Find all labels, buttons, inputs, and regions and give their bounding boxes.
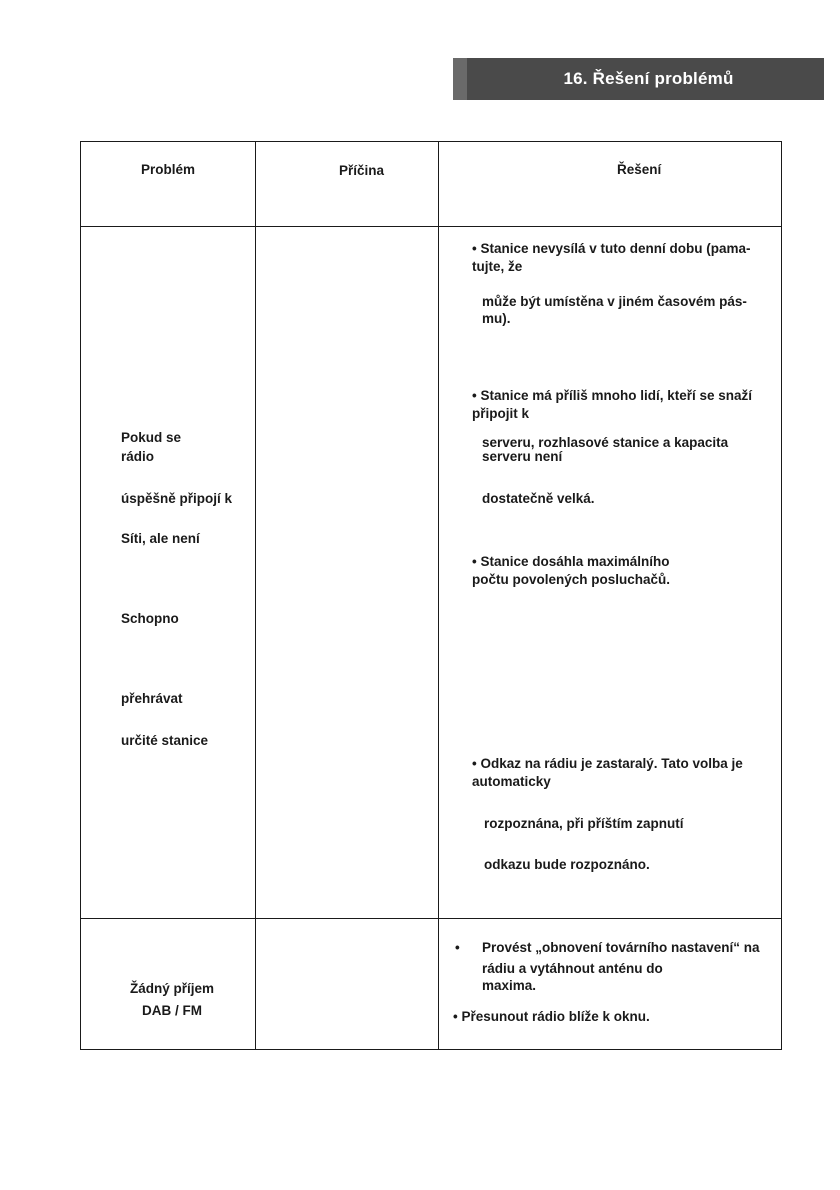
solution-text-line: serveru není — [482, 449, 563, 464]
solution-text-line: rádiu a vytáhnout anténu do — [482, 961, 663, 976]
problem-text-line: DAB / FM — [142, 1003, 202, 1018]
solution-text-line: serveru, rozhlasové stanice a kapacita — [482, 435, 729, 450]
solution-text-line: tujte, že — [472, 259, 523, 274]
problem-text-line: Žádný příjem — [130, 981, 215, 996]
bullet-marker: • — [455, 940, 460, 955]
section-title: 16. Řešení problémů — [563, 69, 734, 88]
banner-accent — [453, 58, 467, 100]
troubleshooting-table — [80, 141, 782, 1050]
solution-text-line: • Stanice nevysílá v tuto denní dobu (pama- — [472, 241, 751, 256]
column-divider — [255, 142, 256, 1049]
solution-text-line: odkazu bude rozpoznáno. — [484, 857, 650, 872]
problem-text-line: Síti, ale není — [121, 531, 200, 546]
solution-text-line: rozpoznána, při příštím zapnutí — [484, 816, 684, 831]
column-header-solution: Řešení — [617, 162, 662, 177]
solution-text-line: Provést „obnovení továrního nastavení“ na — [482, 940, 760, 955]
problem-text-line: Schopno — [121, 611, 179, 626]
problem-text-line: určité stanice — [121, 733, 209, 748]
solution-text-line: může být umístěna v jiném časovém pás- — [482, 294, 747, 309]
solution-text-line: • Přesunout rádio blíže k oknu. — [453, 1009, 650, 1024]
problem-text-line: přehrávat — [121, 691, 183, 706]
solution-text-line: maxima. — [482, 978, 537, 993]
solution-text-line: • Stanice dosáhla maximálního — [472, 554, 670, 569]
column-header-cause: Příčina — [339, 163, 385, 178]
problem-text-line: rádio — [121, 449, 155, 464]
row-divider — [81, 226, 781, 227]
solution-text-line: • Odkaz na rádiu je zastaralý. Tato volba je — [472, 756, 743, 771]
solution-text-line: připojit k — [472, 406, 529, 421]
row-divider — [81, 918, 781, 919]
column-divider — [438, 142, 439, 1049]
problem-text-line: úspěšně připojí k — [121, 491, 233, 506]
column-header-problem: Problém — [141, 162, 196, 177]
solution-text-line: mu). — [482, 311, 511, 326]
solution-text-line: dostatečně velká. — [482, 491, 595, 506]
section-header-banner — [453, 58, 824, 100]
solution-text-line: • Stanice má příliš mnoho lidí, kteří se snaží — [472, 388, 753, 403]
solution-text-line: automaticky — [472, 774, 551, 789]
problem-text-line: Pokud se — [121, 430, 182, 445]
solution-text-line: počtu povolených posluchačů. — [472, 572, 671, 587]
